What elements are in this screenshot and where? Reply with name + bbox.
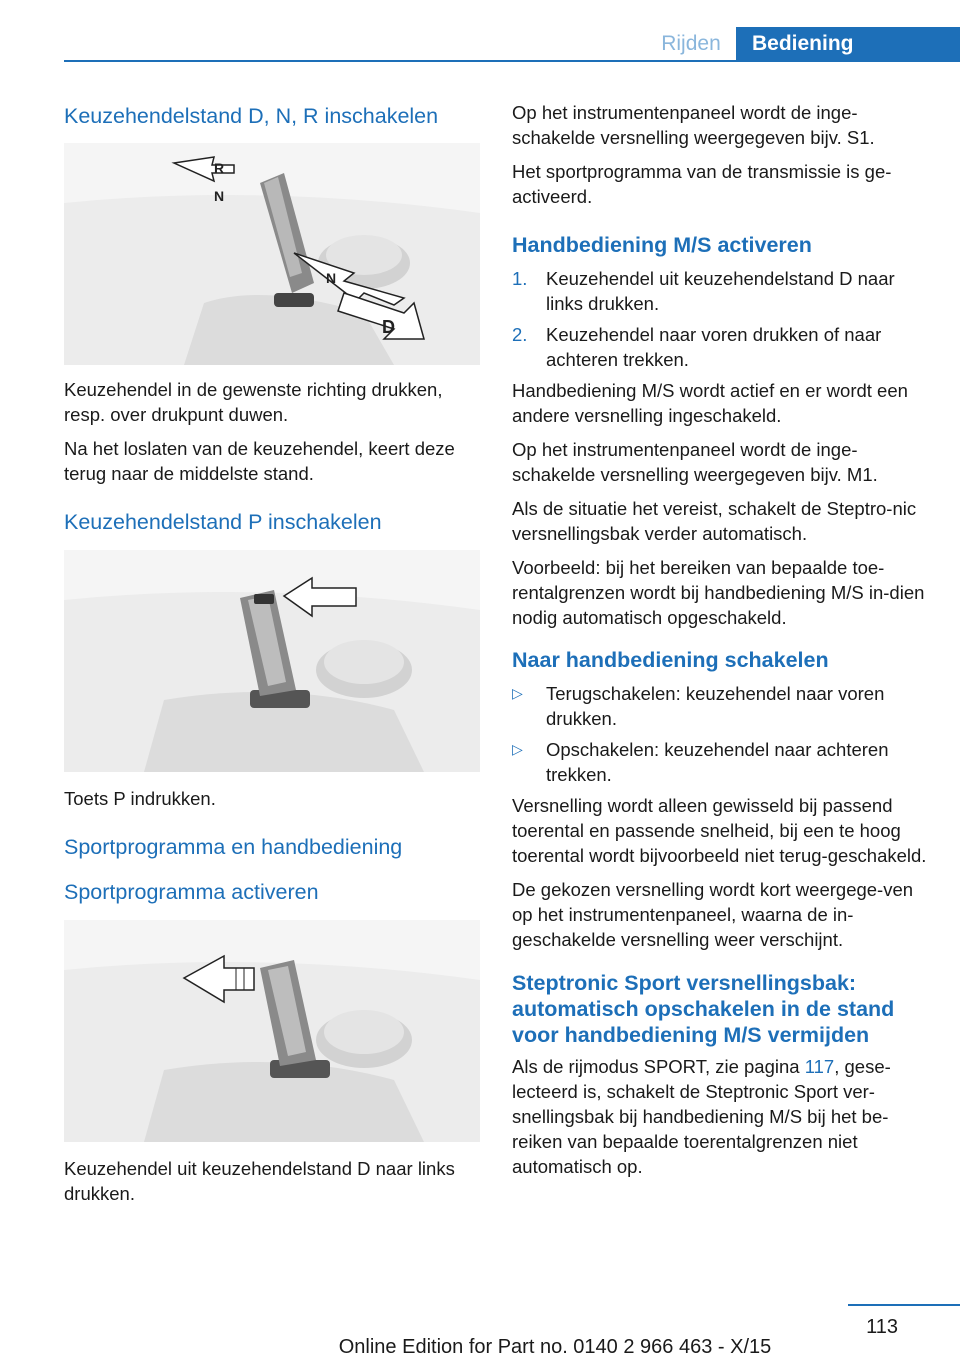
heading-sport-manual: Sportprogramma en handbediening [64,835,403,859]
page-number: 113 [866,1316,898,1338]
heading-manual-activate: Handbediening M/S activeren [512,233,812,257]
header-section-tab[interactable]: Rijden [661,32,721,55]
para-dnr-2: Na het loslaten van de keuzehendel, keert deze terug naar de middelste stand. [64,438,455,484]
figure-selector-lever-p [64,550,480,772]
bullet-text: Terugschakelen: keuzehendel naar voren drukken. [546,683,885,729]
para-r4: Op het instrumentenpaneel wordt de inge-schakelde versnelling weergegeven bijv. M1. [512,439,878,485]
para-r8: De gekozen versnelling wordt kort weergege-ven op het instrumentenpaneel, waarna de in-geschakelde versnelling weer verschijnt. [512,879,914,950]
step-text: Keuzehendel naar voren drukken of naar achteren trekken. [546,324,882,370]
figure-selector-lever-dnr [64,143,480,365]
bullet-list [512,681,930,787]
bullet-text: Opschakelen: keuzehendel naar achteren trekken. [546,739,889,785]
right-column [512,100,930,1179]
footer-rule [848,1304,960,1306]
page-link[interactable]: 117 [804,1056,835,1077]
steps-list [512,266,930,372]
para-r9 [512,1054,930,1179]
para-r5: Als de situatie het vereist, schakelt de Steptro-nic versnellingsbak verder automatisch. [512,498,917,544]
para-r9-text-b: , gese-lecteerd is, schakelt de Steptronic Sport ver-snellingsbak bij handbediening M/S bij het be-reiken van bepaalde toerentalgrenzen niet automatisch op. [512,1056,891,1177]
triangle-bullet-icon: ▷ [512,685,523,701]
heading-to-manual: Naar handbediening schakelen [512,648,829,672]
step-number: 1. [512,268,528,289]
triangle-bullet-icon: ▷ [512,741,523,757]
heading-p: Keuzehendelstand P inschakelen [64,510,382,534]
figure-selector-lever-sport [64,920,480,1142]
step-number: 2. [512,324,528,345]
para-r2: Het sportprogramma van de transmissie is ge-activeerd. [512,161,892,207]
list-item [512,737,930,787]
fig1-label-r: R [214,160,225,176]
list-item [512,322,930,372]
list-item [512,266,930,316]
step-text: Keuzehendel uit keuzehendelstand D naar links drukken. [546,268,895,314]
para-r7: Versnelling wordt alleen gewisseld bij passend toerental en passende snelheid, bij een te hoog toerental wordt bijvoorbeeld niet terug-geschakeld. [512,795,927,866]
list-item [512,681,930,731]
header-active-tab[interactable]: Bediening [736,27,960,62]
header-rule [64,60,960,62]
fig1-label-n-top: N [214,188,225,204]
fig1-label-n-bottom: N [326,270,337,286]
para-r3: Handbediening M/S wordt actief en er wordt een andere versnelling ingeschakeld. [512,380,908,426]
heading-steptronic: Steptronic Sport versnellingsbak: automatisch opschakelen in de stand voor handbediening M/S vermijden [512,971,895,1047]
left-column [64,100,482,1206]
para-r9-text-a: Als de rijmodus SPORT, zie pagina [512,1056,805,1077]
para-p: Toets P indrukken. [64,788,216,809]
footer-edition: Online Edition for Part no. 0140 2 966 463 - X/15 [338,1336,772,1358]
para-r1: Op het instrumentenpaneel wordt de inge-schakelde versnelling weergegeven bijv. S1. [512,102,875,148]
heading-sport-activate: Sportprogramma activeren [64,880,319,904]
heading-dnr: Keuzehendelstand D, N, R inschakelen [64,104,439,128]
para-r6: Voorbeeld: bij het bereiken van bepaalde toe-rentalgrenzen wordt bij handbediening M/S in-dien nodig automatisch opgeschakeld. [512,557,925,628]
para-sport: Keuzehendel uit keuzehendelstand D naar links drukken. [64,1158,455,1204]
fig1-label-d: D [382,317,395,337]
para-dnr-1: Keuzehendel in de gewenste richting drukken, resp. over drukpunt duwen. [64,379,443,425]
